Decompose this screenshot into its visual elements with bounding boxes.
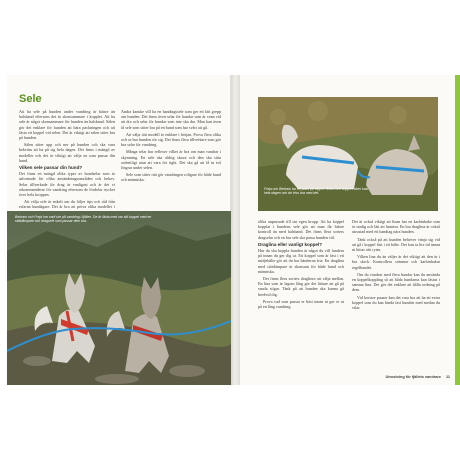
- paragraph: Andra kanske vill ha en handtagssele som ger ett lätt grepp om hunden. Det finns även selar för hundar som är vana vid att dra och selar för hundar som inte ska dra. Man kan även få sele som sitter bra på en hund som har svårt att gå.: [121, 109, 221, 130]
- page-footer: [385, 375, 450, 379]
- paragraph: Tänk också på att hunden behöver vänja sig vid att gå i koppel fäst i ett bälte. Det kan ta lite tid innan ni hittar rätt rytm.: [352, 236, 440, 253]
- paragraph: Det är också viktigt att linan har en karbinhake som är stadig och lätt att hantera. En bra draglina är också utrustad med ett handtag nära hunden.: [352, 219, 440, 235]
- paragraph: Om du vandrar med flera hundar kan du använda en koppelkoppling så att båda hundarna kan fästas i samma lina. Det gör det enklare att hålla ordning på dem.: [352, 271, 440, 293]
- paragraph: Att ha sele på hunden under vandring är bättre än halsband eftersom det är skonsammare i kopplet. Att ha sele är något skonsammare för hunden än halsband. Sälen gör det enklare för hunden att bära packningen och att fästa ett koppel vid selen. Det är viktigt att selen sitter bra på hunden.: [19, 109, 115, 141]
- book-gutter: [231, 75, 240, 385]
- photo-dogs-on-trail: [7, 211, 231, 385]
- paragraph: Det finns flera sorters draglinor att välja mellan. En lina som är lagom lång gör det lättare att gå på smala stigar. Tänk på att hunden ska kunna gå bredvid dig.: [258, 276, 344, 297]
- left-page: [7, 75, 231, 385]
- paragraph: Det finns en mängd olika typer av hundselar som är utformade för olika användningsområden och behov. Selar tillverkade för drag är vanligast och är det vi rekommenderar för vandring eftersom de fördelar trycket över hela kroppen.: [19, 171, 115, 198]
- right-column-2: [352, 219, 440, 369]
- section-subheading: Vilken sele passar din hund?: [19, 165, 83, 171]
- paragraph: Vid kortare pauser kan det vara bra att ha ett extra koppel som du kan binda fast hunden med medan du vilar.: [352, 294, 440, 311]
- section-subheading: Draglina eller vanligt koppel?: [258, 241, 323, 247]
- photo-caption: Bertram och Freja har varit ute på vandring i fjällen. De är fästa med var sitt koppel med en stötdämpare och dragsele som passar dem bra.: [15, 215, 152, 224]
- paragraph: Prova vad som passar er bäst innan ni ger er ut på en lång vandring.: [258, 298, 344, 310]
- paragraph: Vilken lina du än väljer är det viktigt att den är i bra skick. Kontrollera sömmar och karbinhakar regelbundet.: [352, 254, 440, 270]
- photo-dogs-resting: [258, 97, 438, 211]
- book-spread: [7, 75, 460, 385]
- paragraph: Hur du ska koppla hunden är något du vill fundera på innan du ger dig ut. Ett koppel som är fäst i ett midjebälte gör att du har händerna fria. En draglina med stötdämpare är skonsam för både hund och människa.: [258, 248, 344, 274]
- right-column-1: [258, 219, 344, 369]
- left-column-2: [121, 109, 221, 209]
- footer-title: Utrustning för fjällets vandrare: [385, 375, 441, 379]
- paragraph: Att välja sele är enkelt om du följer tips och råd från erfarna hundägare. Det är bra att pröva olika modeller i: [19, 199, 115, 210]
- paragraph: Sele som sitter rätt gör vandringen roligare för både hund och människa.: [121, 172, 221, 183]
- paragraph: Många selar har reflexer vilket är bra om man vandrar i skymning. En sele ska aldrig skava och den ska sitta ordentligt utan att vara för tight. Det ska gå att få in två fingrar under selen.: [121, 149, 221, 171]
- page-heading: Sele: [19, 93, 42, 105]
- paragraph: Att välja rätt modell är enklare i början. Prova flera olika och se hur hunden rör sig. Det finns flera tillverkare som gör bra selar för vandring.: [121, 131, 221, 148]
- accent-strip: [455, 75, 460, 385]
- photo-caption: Freja och Bertram tar en paus på vägen. Selen och kopplet sitter kvar hela dagen och de trivs bra med det.: [264, 187, 369, 196]
- page-number: 11: [445, 375, 450, 379]
- paragraph: olika anpassade till sin egen kropp. Att ha koppel kopplat i hundens sele gör att man får bättre kontroll än med halsband. Det finns flera sorters dragselar och en bra sele ska passa hunden väl.: [258, 219, 344, 240]
- paragraph: Sälen sitter upp och ner på hunden och ska vara bekväm att ha på sig hela dagen. Det finns i mängd av modeller och det är viktigt att välja en som passar din hund.: [19, 142, 115, 163]
- right-page: [240, 75, 460, 385]
- left-column-1: [19, 109, 115, 209]
